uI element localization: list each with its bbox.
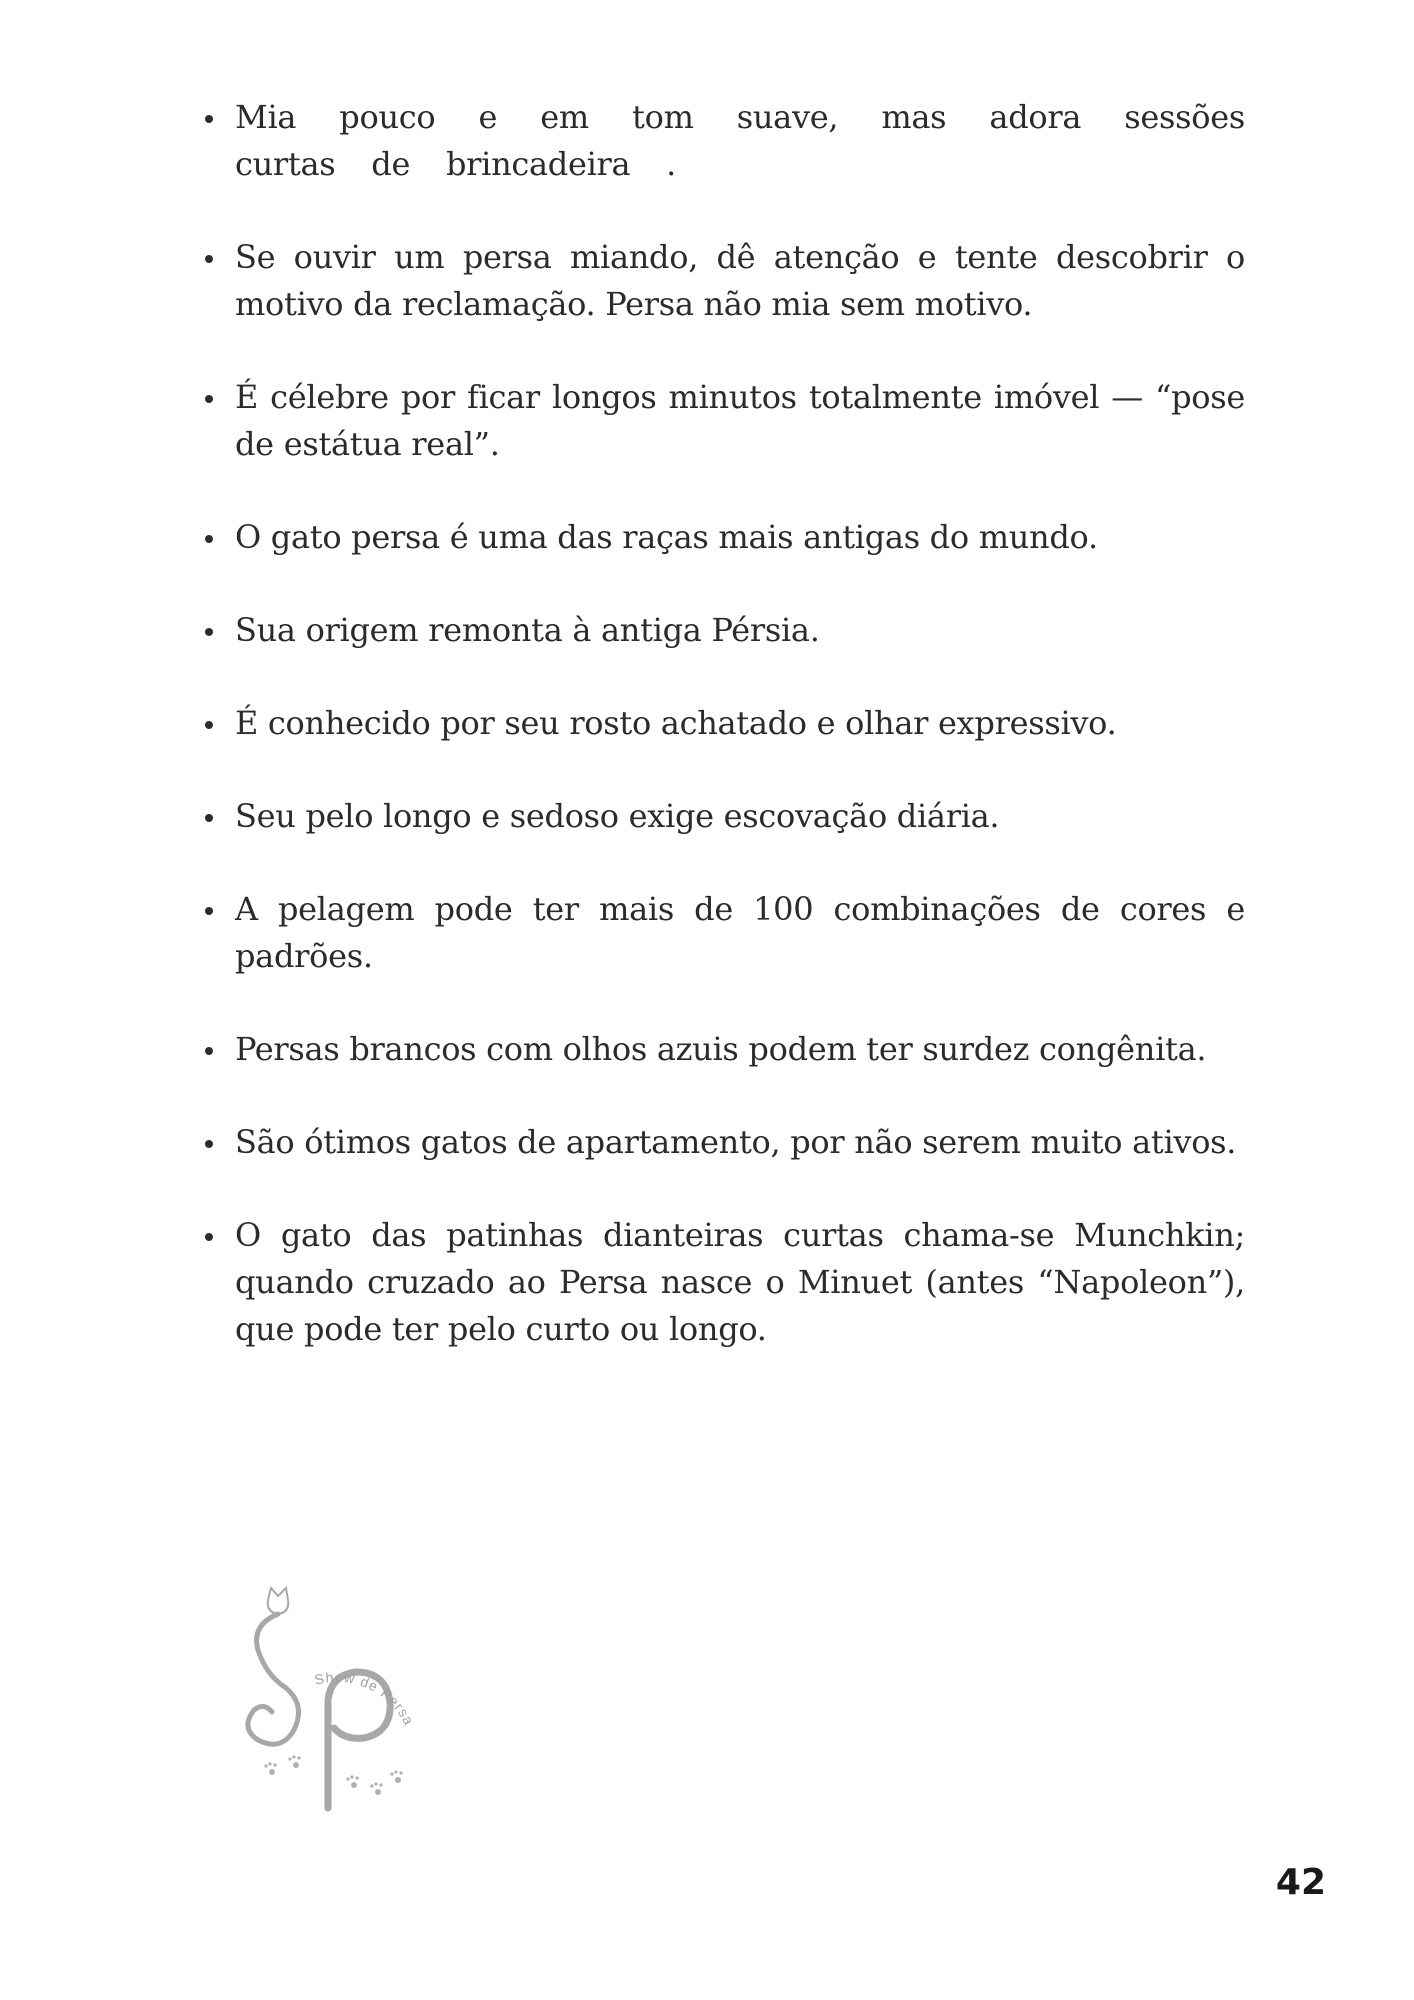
page-number: 42	[1275, 1862, 1326, 1903]
list-item: O gato das patinhas dianteiras curtas chama-se Munchkin; quando cruzado ao Persa nasce o Minuet (antes “Napoleon”), que pode ter pelo curto ou longo.	[205, 1212, 1245, 1353]
list-item: É célebre por ficar longos minutos totalmente imóvel — “pose de estátua real”.	[205, 374, 1245, 468]
cat-sp-logo-icon	[236, 1580, 436, 1830]
show-de-persa-logo	[236, 1580, 436, 1830]
list-item: O gato persa é uma das raças mais antigas do mundo.	[205, 514, 1245, 561]
list-item: A pelagem pode ter mais de 100 combinações de cores e padrões.	[205, 886, 1245, 980]
logo-text: Show de Persa	[312, 1668, 418, 1729]
list-item: São ótimos gatos de apartamento, por não serem muito ativos.	[205, 1119, 1245, 1166]
fact-list-container	[205, 94, 1245, 1399]
list-item: É conhecido por seu rosto achatado e olhar expressivo.	[205, 700, 1245, 747]
list-item: Persas brancos com olhos azuis podem ter surdez congênita.	[205, 1026, 1245, 1073]
list-item: Sua origem remonta à antiga Pérsia.	[205, 607, 1245, 654]
list-item: Seu pelo longo e sedoso exige escovação diária.	[205, 793, 1245, 840]
list-item: Mia pouco e em tom suave, mas adora sessões curtas de brincadeira .	[205, 94, 1245, 188]
fact-list	[205, 94, 1245, 1353]
list-item: Se ouvir um persa miando, dê atenção e tente descobrir o motivo da reclamação. Persa não mia sem motivo.	[205, 234, 1245, 328]
